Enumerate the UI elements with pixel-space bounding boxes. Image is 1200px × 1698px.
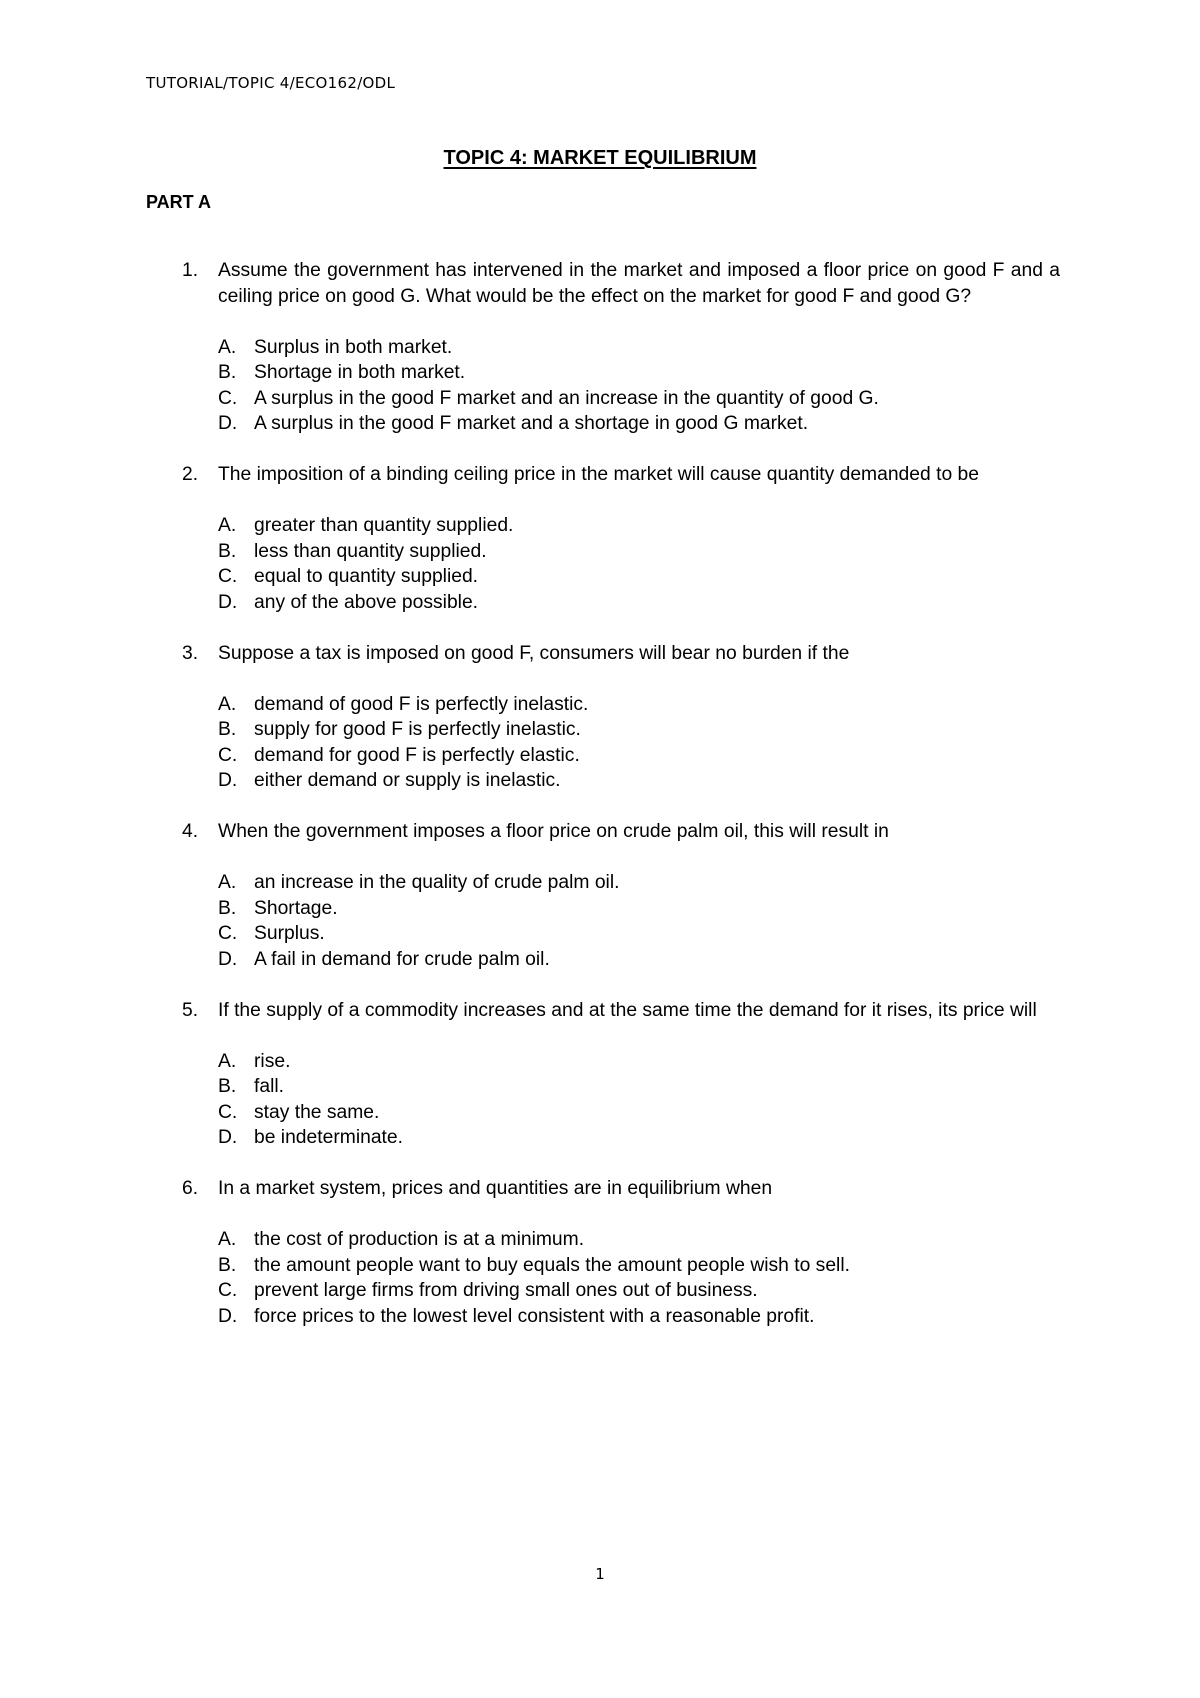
- option-text: any of the above possible.: [254, 591, 479, 613]
- option-item: [218, 1100, 1060, 1126]
- question-list: [182, 258, 1060, 1355]
- question-number: 4.: [182, 821, 199, 842]
- option-text: force prices to the lowest level consistent with a reasonable profit.: [254, 1305, 815, 1327]
- option-letter: D.: [218, 948, 238, 970]
- option-item: [218, 1253, 1060, 1279]
- option-text: A surplus in the good F market and a shortage in good G market.: [254, 413, 809, 434]
- option-text: demand of good F is perfectly inelastic.: [254, 693, 589, 715]
- option-text: greater than quantity supplied.: [254, 515, 514, 536]
- option-item: [218, 411, 1060, 437]
- option-text: Shortage in both market.: [254, 362, 466, 383]
- option-item: [218, 564, 1060, 590]
- option-item: [218, 1278, 1060, 1304]
- option-letter: C.: [218, 1280, 238, 1301]
- question-number: 5.: [182, 999, 199, 1021]
- option-item: [218, 590, 1060, 616]
- option-text: supply for good F is perfectly inelastic.: [254, 719, 581, 740]
- page-title: TOPIC 4: MARKET EQUILIBRIUM: [443, 147, 757, 169]
- option-item: [218, 539, 1060, 565]
- option-letter: B.: [218, 719, 237, 740]
- option-item: [218, 870, 1060, 896]
- option-item: [218, 1049, 1060, 1075]
- question-number: 1.: [182, 260, 199, 281]
- option-letter: C.: [218, 923, 238, 944]
- option-item: [218, 947, 1060, 973]
- option-item: [218, 1304, 1060, 1330]
- option-text: the amount people want to buy equals the amount people wish to sell.: [254, 1254, 850, 1276]
- option-letter: A.: [218, 693, 237, 715]
- question-item: [182, 641, 1060, 794]
- option-text: Shortage.: [254, 897, 338, 919]
- option-item: [218, 1074, 1060, 1100]
- option-letter: D.: [218, 413, 238, 434]
- option-letter: D.: [218, 591, 238, 613]
- question-number: 6.: [182, 1178, 199, 1199]
- option-text: less than quantity supplied.: [254, 540, 487, 562]
- option-letter: A.: [218, 336, 237, 358]
- option-list: [218, 1227, 1060, 1329]
- option-item: [218, 1125, 1060, 1151]
- option-letter: B.: [218, 540, 237, 562]
- option-item: [218, 896, 1060, 922]
- option-item: [218, 386, 1060, 412]
- option-text: prevent large firms from driving small ones out of business.: [254, 1280, 758, 1301]
- option-item: [218, 717, 1060, 743]
- option-text: Surplus in both market.: [254, 336, 453, 358]
- option-item: [218, 768, 1060, 794]
- question-item: [182, 819, 1060, 972]
- option-text: A surplus in the good F market and an increase in the quantity of good G.: [254, 387, 879, 409]
- option-item: [218, 1227, 1060, 1253]
- option-list: [218, 692, 1060, 794]
- question-text: If the supply of a commodity increases and at the same time the demand for it rises, its price will: [218, 999, 1037, 1021]
- option-item: [218, 743, 1060, 769]
- option-list: [218, 1049, 1060, 1151]
- option-letter: B.: [218, 1254, 237, 1276]
- question-number: 3.: [182, 642, 199, 664]
- question-item: [182, 462, 1060, 615]
- question-text: Suppose a tax is imposed on good F, consumers will bear no burden if the: [218, 642, 850, 664]
- question-number: 2.: [182, 464, 199, 485]
- option-list: [218, 513, 1060, 615]
- option-text: the cost of production is at a minimum.: [254, 1229, 585, 1250]
- option-letter: B.: [218, 362, 237, 383]
- option-letter: C.: [218, 1101, 238, 1123]
- question-item: [182, 1176, 1060, 1329]
- option-letter: C.: [218, 566, 238, 587]
- option-letter: A.: [218, 1229, 237, 1250]
- option-text: Surplus.: [254, 923, 325, 944]
- question-text: In a market system, prices and quantities are in equilibrium when: [218, 1178, 773, 1199]
- option-item: [218, 921, 1060, 947]
- option-text: A fail in demand for crude palm oil.: [254, 948, 550, 970]
- page-number: 1: [595, 1565, 605, 1583]
- option-letter: B.: [218, 1076, 237, 1097]
- question-text: When the government imposes a floor price on crude palm oil, this will result in: [218, 821, 889, 842]
- option-item: [218, 360, 1060, 386]
- option-letter: C.: [218, 387, 238, 409]
- option-letter: C.: [218, 744, 238, 766]
- option-text: stay the same.: [254, 1101, 380, 1123]
- option-text: be indeterminate.: [254, 1127, 403, 1148]
- option-letter: D.: [218, 770, 238, 791]
- option-text: rise.: [254, 1050, 291, 1072]
- option-letter: D.: [218, 1127, 238, 1148]
- option-text: equal to quantity supplied.: [254, 566, 479, 587]
- option-text: either demand or supply is inelastic.: [254, 770, 561, 791]
- option-text: demand for good F is perfectly elastic.: [254, 744, 580, 766]
- option-item: [218, 335, 1060, 361]
- option-letter: A.: [218, 1050, 237, 1072]
- option-letter: A.: [218, 872, 237, 893]
- option-list: [218, 870, 1060, 972]
- option-letter: D.: [218, 1305, 238, 1327]
- question-item: [182, 258, 1060, 437]
- section-heading: PART A: [146, 192, 211, 212]
- option-text: an increase in the quality of crude palm oil.: [254, 872, 620, 893]
- question-item: [182, 998, 1060, 1151]
- option-letter: A.: [218, 515, 237, 536]
- option-item: [218, 513, 1060, 539]
- option-text: fall.: [254, 1076, 285, 1097]
- page-header: TUTORIAL/TOPIC 4/ECO162/ODL: [146, 74, 396, 92]
- question-text: The imposition of a binding ceiling price in the market will cause quantity demanded to be: [218, 464, 979, 485]
- option-item: [218, 692, 1060, 718]
- question-text: Assume the government has intervened in the market and imposed a floor price on good F and a ceiling price on good G. What would be the effect on the market for good F and good G?: [218, 260, 1060, 307]
- option-list: [218, 335, 1060, 437]
- option-letter: B.: [218, 897, 237, 919]
